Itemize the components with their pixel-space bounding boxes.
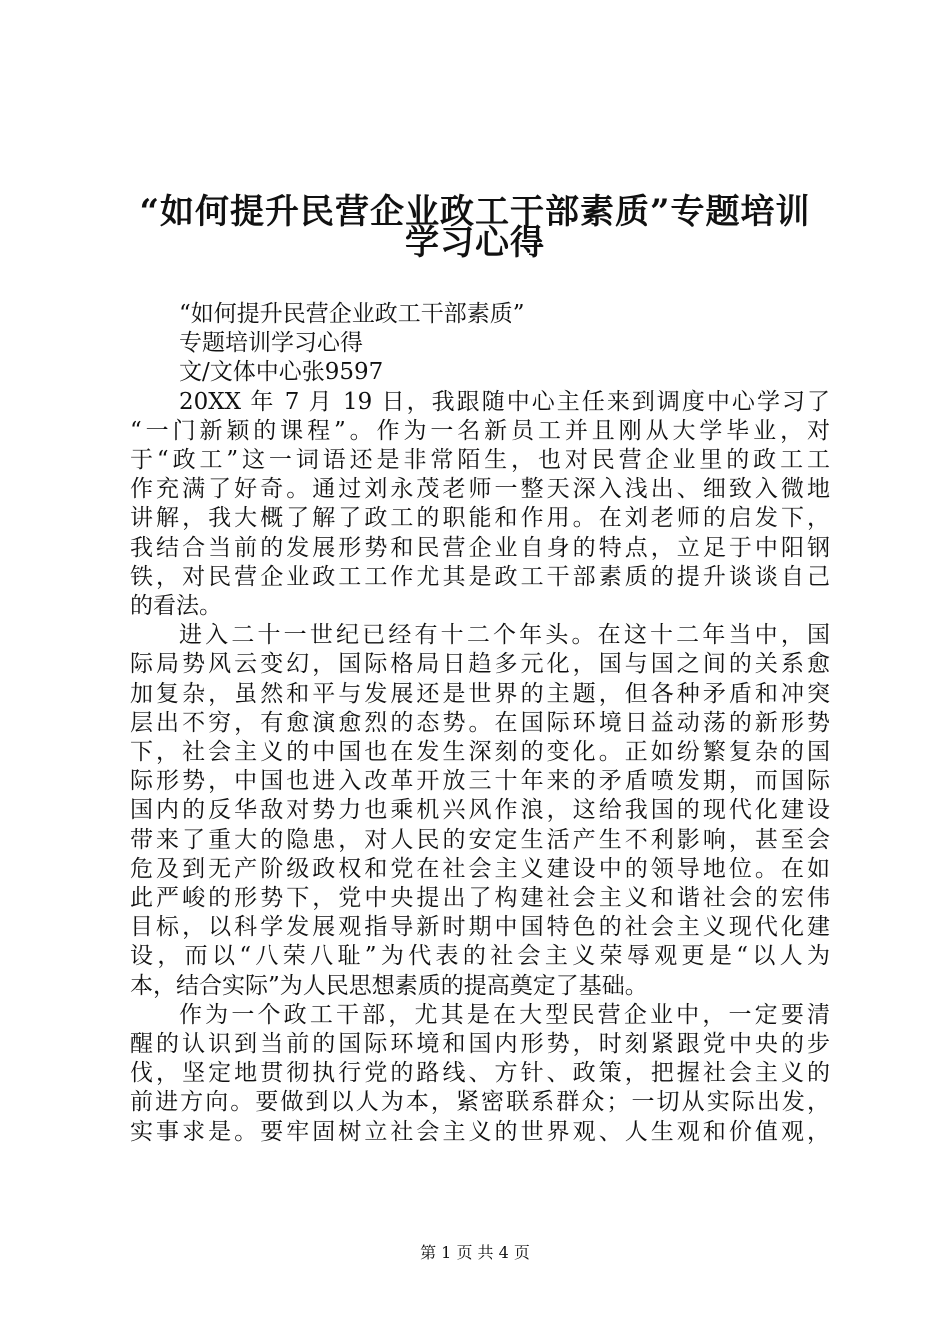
body-line: 此严峻的形势下，党中央提出了构建社会主义和谐社会的宏伟 [130,885,830,912]
document-title-line-1: “如何提升民营企业政工干部素质”专题培训 [139,192,811,232]
body-line: 下，社会主义的中国也在发生深刻的变化。正如纷繁复杂的国 [130,739,830,766]
body-line: 作为一个政工干部，尤其是在大型民营企业中，一定要清 [179,1001,830,1028]
body-line: 本，结合实际”为人民思想素质的提高奠定了基础。 [130,972,648,999]
body-line: 加复杂，虽然和平与发展还是世界的主题，但各种矛盾和冲突 [130,680,830,707]
document-title-line-2: 学习心得 [405,223,545,263]
body-line: 际形势，中国也进入改革开放三十年来的矛盾喷发期，而国际 [130,768,830,795]
body-line: “一门新颖的课程”。作为一名新员工并且刚从大学毕业，对 [130,417,830,444]
body-line: 目标，以科学发展观指导新时期中国特色的社会主义现代化建 [130,914,830,941]
body-line: 作充满了好奇。通过刘永茂老师一整天深入浅出、细致入微地 [130,476,830,503]
body-line: 进入二十一世纪已经有十二个年头。在这十二年当中，国 [179,622,830,649]
body-line: 文/文体中心张9597 [179,359,384,386]
body-line: “如何提升民营企业政工干部素质” [179,301,525,327]
body-line: 的看法。 [130,593,222,620]
body-line: 实事求是。要牢固树立社会主义的世界观、人生观和价值观， [130,1118,830,1145]
body-line: 20XX 年 7 月 19 日，我跟随中心主任来到调度中心学习了 [179,388,830,415]
body-line: 危及到无产阶级政权和党在社会主义建设中的领导地位。在如 [130,855,830,882]
body-line: 带来了重大的隐患，对人民的安定生活产生不利影响，甚至会 [130,826,830,853]
document-body [130,300,830,1147]
body-line: 讲解，我大概了解了政工的职能和作用。在刘老师的启发下， [130,505,830,532]
body-line: 于“政工”这一词语还是非常陌生，也对民营企业里的政工工 [130,447,830,474]
body-line: 国内的反华敌对势力也乘机兴风作浪，这给我国的现代化建设 [130,797,830,824]
body-line: 伐，坚定地贯彻执行党的路线、方针、政策，把握社会主义的 [130,1060,830,1087]
body-line: 铁，对民营企业政工工作尤其是政工干部素质的提升谈谈自己 [130,563,830,590]
page-footer: 第 1 页 共 4 页 [420,1243,530,1262]
body-line: 际局势风云变幻，国际格局日趋多元化，国与国之间的关系愈 [130,651,830,678]
body-line: 前进方向。要做到以人为本，紧密联系群众；一切从实际出发， [130,1089,830,1116]
body-line: 设，而以“八荣八耻”为代表的社会主义荣辱观更是“以人为 [130,943,830,970]
body-line: 醒的认识到当前的国际环境和国内形势，时刻紧跟党中央的步 [130,1031,830,1058]
body-line: 层出不穷，有愈演愈烈的态势。在国际环境日益动荡的新形势 [130,709,830,736]
body-line: 专题培训学习心得 [179,330,363,357]
body-line: 我结合当前的发展形势和民营企业自身的特点，立足于中阳钢 [130,534,830,561]
